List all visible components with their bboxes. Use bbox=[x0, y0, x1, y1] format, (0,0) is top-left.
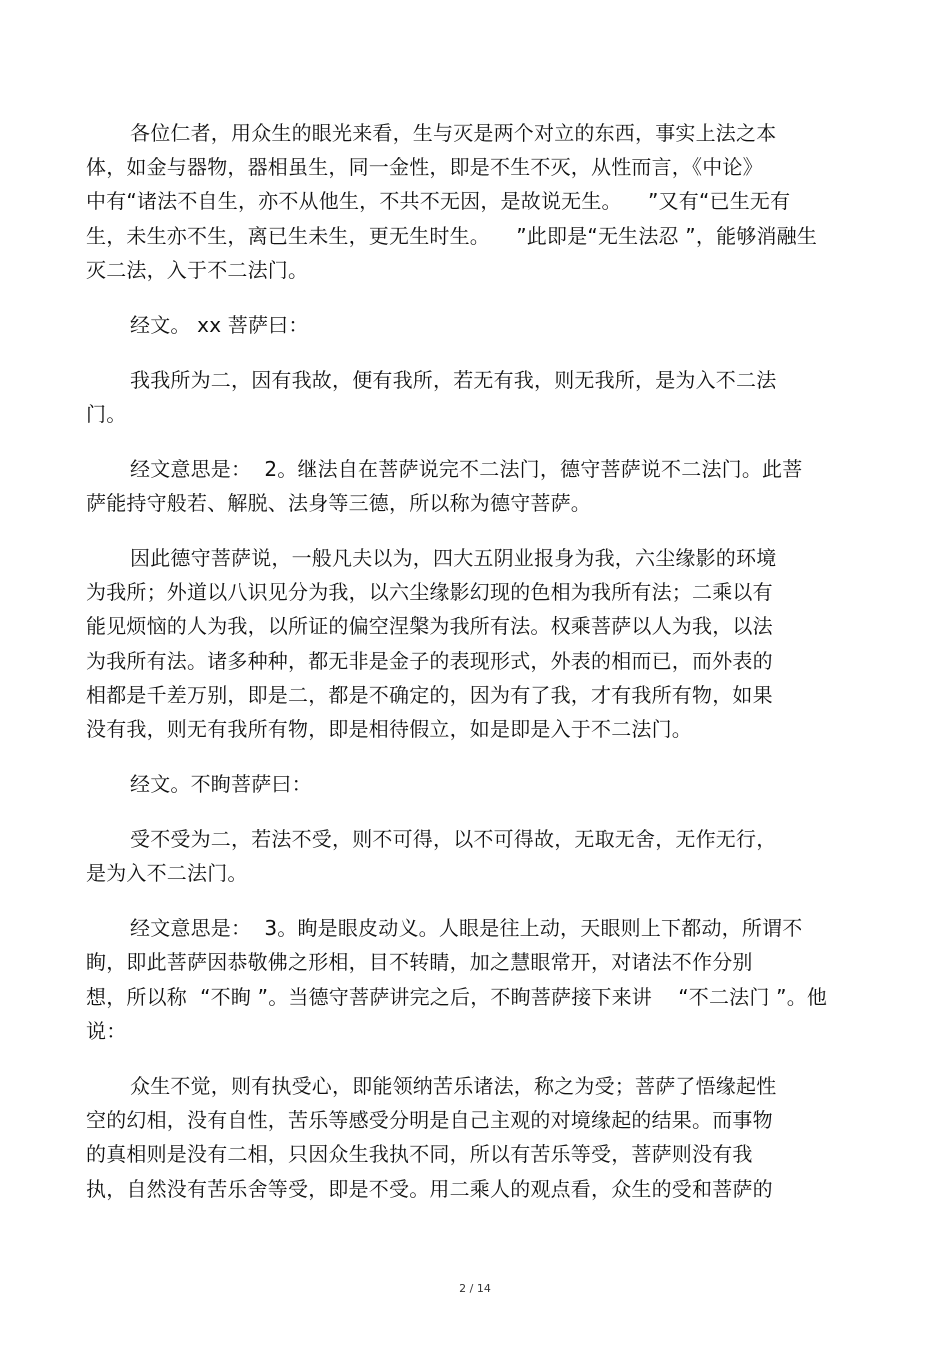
sutra-heading: 经文。 xx 菩萨曰： bbox=[130, 313, 309, 337]
text-line: 经文意思是： 2。继法自在菩萨说完不二法门，德守菩萨说不二法门。此菩 bbox=[130, 457, 803, 481]
text-line: 执，自然没有苦乐舍等受，即是不受。用二乘人的观点看，众生的受和菩萨的 bbox=[86, 1177, 773, 1201]
text-line: 为我所有法。诸多种种，都无非是金子的表现形式，外表的相而已，而外表的 bbox=[86, 649, 773, 673]
text-line: 相都是千差万别，即是二，都是不确定的，因为有了我，才有我所有物，如果 bbox=[86, 683, 773, 707]
text-line: 体，如金与器物，器相虽生，同一金性，即是不生不灭，从性而言，《中论》 bbox=[86, 155, 763, 179]
text-line: 灭二法，入于不二法门。 bbox=[86, 258, 309, 282]
text-line: 经文意思是： 3。眴是眼皮动义。人眼是往上动，天眼则上下都动，所谓不 bbox=[130, 916, 803, 940]
page-number: 2 / 14 bbox=[459, 1282, 491, 1295]
text-line: 各位仁者，用众生的眼光来看，生与灭是两个对立的东西，事实上法之本 bbox=[130, 121, 777, 145]
text-line: 萨能持守般若、解脱、法身等三德，所以称为德守菩萨。 bbox=[86, 491, 591, 515]
text-line: 空的幻相，没有自性，苦乐等感受分明是自己主观的对境缘起的结果。而事物 bbox=[86, 1108, 773, 1132]
text-line: 因此德守菩萨说，一般凡夫以为，四大五阴业报身为我，六尘缘影的环境 bbox=[130, 546, 777, 570]
text-line: 的真相则是没有二相，只因众生我执不同，所以有苦乐等受，菩萨则没有我 bbox=[86, 1142, 753, 1166]
text-line: 为我所；外道以八识见分为我，以六尘缘影幻现的色相为我所有法；二乘以有 bbox=[86, 580, 773, 604]
text-line: 中有“诸法不自生，亦不从他生，不共不无因，是故说无生。 ”又有“已生无有 bbox=[86, 189, 791, 213]
text-line: 想，所以称 “不眴 ”。当德守菩萨讲完之后，不眴菩萨接下来讲 “不二法门 ”。他 bbox=[86, 985, 828, 1009]
text-line: 眴，即此菩萨因恭敬佛之形相，目不转睛，加之慧眼常开，对诸法不作分别 bbox=[86, 950, 753, 974]
text-line: 是为入不二法门。 bbox=[86, 861, 248, 885]
text-line: 众生不觉，则有执受心，即能领纳苦乐诸法，称之为受；菩萨了悟缘起性 bbox=[130, 1074, 777, 1098]
text-line: 受不受为二，若法不受，则不可得，以不可得故，无取无舍，无作无行， bbox=[130, 827, 777, 851]
text-line: 我我所为二，因有我故，便有我所，若无有我，则无我所，是为入不二法 bbox=[130, 368, 777, 392]
text-line: 门。 bbox=[86, 402, 127, 426]
text-line: 说： bbox=[86, 1019, 127, 1043]
text-line: 生，未生亦不生，离已生未生，更无生时生。 ”此即是“无生法忍 ”，能够消融生 bbox=[86, 224, 818, 248]
text-line: 没有我，则无有我所有物，即是相待假立，如是即是入于不二法门。 bbox=[86, 717, 692, 741]
sutra-heading: 经文。不眴菩萨曰： bbox=[130, 772, 312, 796]
text-line: 能见烦恼的人为我，以所证的偏空涅槃为我所有法。权乘菩萨以人为我，以法 bbox=[86, 614, 773, 638]
